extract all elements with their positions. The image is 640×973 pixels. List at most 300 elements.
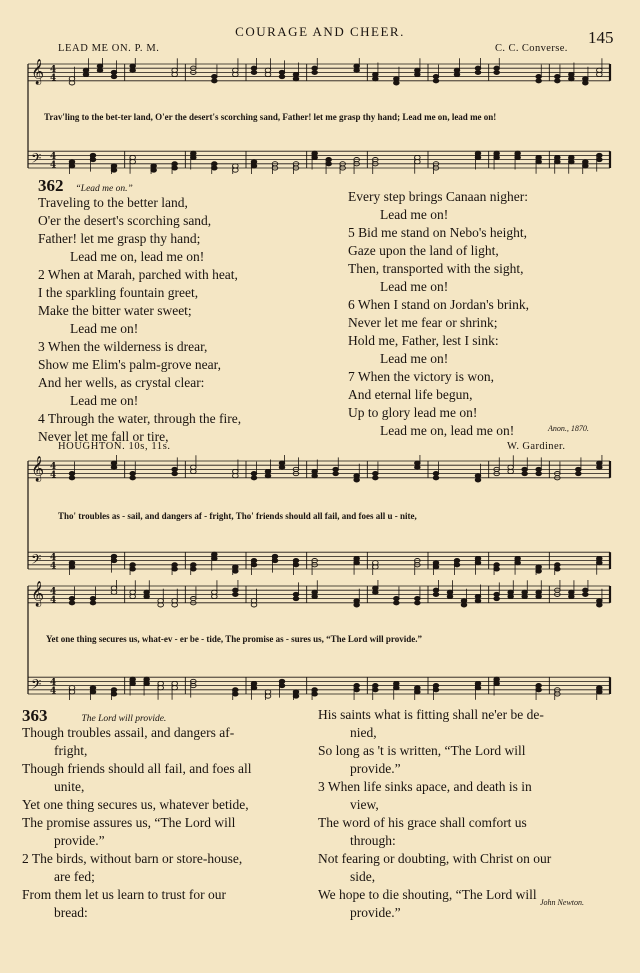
note-head [172, 686, 178, 690]
note-head [415, 160, 421, 164]
note-head [265, 469, 271, 473]
treble-clef: 𝄞 [31, 59, 45, 85]
note-head [373, 476, 379, 480]
note-head [90, 601, 96, 605]
note-head [233, 469, 239, 473]
note-head [191, 465, 197, 469]
note-head [69, 597, 75, 601]
note-head [69, 77, 75, 81]
note-head [326, 162, 332, 166]
page-header-title: COURAGE AND CHEER. [235, 24, 405, 39]
note-head [354, 64, 360, 68]
hymn-362-heading [38, 176, 133, 196]
note-head [569, 77, 575, 81]
verse-line: Lead me on! [380, 207, 449, 222]
note-head [394, 686, 400, 690]
note-head [333, 472, 339, 476]
note-head [233, 474, 239, 478]
note-head [265, 690, 271, 694]
note-head [111, 692, 117, 696]
verse-line: 2 The birds, without barn or store-house, [22, 851, 243, 866]
music-lyrics-363-line-1: Tho' troubles as - sail, and dangers af - fright, Tho' friends should all fail, and foes all u - nite, [58, 511, 417, 521]
note-head [130, 590, 136, 594]
note-head [233, 592, 239, 596]
note-head [312, 155, 318, 159]
note-head [69, 601, 75, 605]
verse-line: bread: [54, 905, 88, 920]
note-head [69, 472, 75, 476]
verse-line: The promise assures us, “The Lord will [22, 815, 236, 830]
note-head [251, 66, 257, 70]
verse-line: His saints what is fitting shall ne'er be de- [318, 707, 544, 722]
verse-line: From them let us learn to trust for our [22, 887, 226, 902]
note-head [522, 590, 528, 594]
note-head [69, 686, 75, 690]
note-head [172, 467, 178, 471]
note-head [475, 474, 481, 478]
note-head [69, 561, 75, 565]
verse-line: 6 When I stand on Jordan's brink, [348, 297, 530, 312]
note-head [293, 559, 299, 563]
hymn-362-column-2 [348, 188, 529, 440]
verse-line: Lead me on! [70, 393, 139, 408]
note-head [111, 164, 117, 168]
note-head [130, 476, 136, 480]
note-head [555, 79, 561, 83]
hymn-363-column-1 [22, 724, 251, 922]
note-head [130, 68, 136, 72]
verse-line: Traveling to the better land, [38, 195, 188, 210]
note-head [265, 72, 271, 76]
verse-line: 5 Bid me stand on Nebo's height, [348, 225, 528, 240]
note-head [130, 594, 136, 598]
note-head [144, 681, 150, 685]
note-head [233, 588, 239, 592]
note-head [515, 561, 521, 565]
note-head [293, 563, 299, 567]
note-head [172, 681, 178, 685]
note-head [172, 599, 178, 603]
hymn-number-362: 362 [38, 176, 64, 195]
tune-name-363: HOUGHTON. 10s, 11s. [58, 441, 171, 452]
note-head [212, 79, 218, 83]
note-head [130, 472, 136, 476]
note-head [279, 465, 285, 469]
note-head [597, 465, 603, 469]
note-head [279, 461, 285, 465]
note-head [312, 590, 318, 594]
verse-line: So long as 't is written, “The Lord will [318, 743, 526, 758]
note-head [515, 155, 521, 159]
note-head [69, 565, 75, 569]
time-signature: 4 [50, 470, 57, 481]
note-head [508, 465, 514, 469]
note-head [312, 692, 318, 696]
note-head [69, 160, 75, 164]
verse-line: Up to glory lead me on! [348, 405, 478, 420]
note-head [251, 559, 257, 563]
note-head [251, 164, 257, 168]
note-head [312, 474, 318, 478]
note-head [475, 686, 481, 690]
note-head [415, 155, 421, 159]
note-head [354, 68, 360, 72]
note-head [158, 599, 164, 603]
note-head [312, 70, 318, 74]
note-head [494, 597, 500, 601]
note-head [130, 160, 136, 164]
note-head [354, 688, 360, 692]
note-head [475, 70, 481, 74]
note-head [475, 155, 481, 159]
verse-line: I the sparkling fountain greet, [38, 285, 199, 300]
note-head [597, 686, 603, 690]
note-head [293, 694, 299, 698]
note-head [251, 70, 257, 74]
note-head [555, 155, 561, 159]
note-head [597, 690, 603, 694]
note-head [597, 153, 603, 157]
verse-line: Gaze upon the land of light, [348, 243, 499, 258]
time-signature: 4 [50, 160, 57, 171]
note-head [251, 686, 257, 690]
note-head [233, 692, 239, 696]
note-head [312, 594, 318, 598]
note-head [354, 603, 360, 607]
note-head [111, 688, 117, 692]
note-head [494, 567, 500, 571]
note-head [272, 559, 278, 563]
note-head [555, 160, 561, 164]
note-head [454, 68, 460, 72]
note-head [475, 556, 481, 560]
verse-line: Show me Elim's palm-grove near, [38, 357, 221, 372]
note-head [494, 677, 500, 681]
bass-clef: 𝄢 [31, 551, 42, 571]
note-head [212, 162, 218, 166]
note-head [447, 594, 453, 598]
note-head [233, 164, 239, 168]
note-head [265, 694, 271, 698]
note-head [373, 561, 379, 565]
verse-line: Lead me on! [70, 321, 139, 336]
verse-line: Hold me, Father, lest I sink: [348, 333, 499, 348]
note-head [90, 597, 96, 601]
note-head [90, 158, 96, 162]
note-head [251, 681, 257, 685]
note-head [433, 79, 439, 83]
note-head [515, 151, 521, 155]
treble-clef: 𝄞 [31, 581, 45, 607]
note-head [144, 594, 150, 598]
verse-line: Though troubles assail, and dangers af- [22, 725, 235, 740]
note-head [433, 592, 439, 596]
note-head [233, 688, 239, 692]
composer-362: C. C. Converse. [495, 43, 568, 54]
note-head [555, 563, 561, 567]
note-head [354, 599, 360, 603]
note-head [494, 151, 500, 155]
note-head [475, 151, 481, 155]
note-head [597, 68, 603, 72]
note-head [373, 472, 379, 476]
verse-line: are fed; [54, 869, 95, 884]
note-head [597, 158, 603, 162]
note-head [415, 461, 421, 465]
verse-line: provide.” [350, 905, 401, 920]
note-head [569, 590, 575, 594]
note-head [475, 599, 481, 603]
note-head [251, 599, 257, 603]
note-head [494, 70, 500, 74]
time-signature: 4 [50, 461, 57, 472]
note-head [111, 70, 117, 74]
note-head [536, 594, 542, 598]
note-head [597, 461, 603, 465]
note-head [394, 81, 400, 85]
note-head [158, 681, 164, 685]
note-head [373, 586, 379, 590]
note-head [251, 563, 257, 567]
hymn-number-363: 363 [22, 706, 48, 725]
note-head [90, 153, 96, 157]
note-head [151, 168, 157, 172]
note-head [475, 681, 481, 685]
note-head [536, 565, 542, 569]
note-head [212, 166, 218, 170]
note-head [144, 677, 150, 681]
note-head [191, 563, 197, 567]
note-head [212, 75, 218, 79]
note-head [130, 563, 136, 567]
note-head [251, 472, 257, 476]
note-head [583, 592, 589, 596]
note-head [111, 168, 117, 172]
verse-line: 7 When the victory is won, [348, 369, 494, 384]
verse-line: Not fearing or doubting, with Christ on our [318, 851, 552, 866]
music-lyrics-363-line-2: Yet one thing secures us, what-ev - er be - tide, The promise as - sures us, “The Lord will provide.” [46, 634, 423, 644]
note-head [415, 72, 421, 76]
note-head [494, 155, 500, 159]
note-head [597, 599, 603, 603]
time-signature: 4 [50, 64, 57, 75]
note-head [111, 465, 117, 469]
note-head [172, 166, 178, 170]
note-head [172, 472, 178, 476]
note-head [265, 68, 271, 72]
note-head [233, 565, 239, 569]
note-head [536, 569, 542, 573]
hymn-363-column-2 [318, 706, 551, 922]
note-head [172, 68, 178, 72]
note-head [597, 556, 603, 560]
note-head [494, 592, 500, 596]
note-head [312, 688, 318, 692]
verse-line: Then, transported with the sight, [348, 261, 524, 276]
note-head [233, 569, 239, 573]
note-head [191, 151, 197, 155]
note-head [111, 586, 117, 590]
note-head [90, 686, 96, 690]
verse-line: through: [350, 833, 396, 848]
note-head [394, 597, 400, 601]
attribution-363: John Newton. [540, 898, 584, 907]
note-head [433, 476, 439, 480]
note-head [373, 77, 379, 81]
time-signature: 4 [50, 73, 57, 84]
treble-clef: 𝄞 [31, 456, 45, 482]
verse-line: 3 When the wilderness is drear, [38, 339, 208, 354]
note-head [433, 588, 439, 592]
verse-line: Make the bitter water sweet; [38, 303, 192, 318]
note-head [233, 72, 239, 76]
note-head [597, 561, 603, 565]
note-head [597, 72, 603, 76]
note-head [494, 563, 500, 567]
note-head [454, 72, 460, 76]
verse-line: 2 When at Marah, parched with heat, [38, 267, 238, 282]
note-head [312, 66, 318, 70]
composer-363: W. Gardiner. [507, 441, 566, 452]
verse-line: Father! let me grasp thy hand; [38, 231, 201, 246]
note-head [233, 68, 239, 72]
note-head [172, 72, 178, 76]
verse-line: The word of his grace shall comfort us [318, 815, 527, 830]
note-head [515, 556, 521, 560]
note-head [111, 75, 117, 79]
note-head [475, 594, 481, 598]
note-head [415, 597, 421, 601]
note-head [536, 155, 542, 159]
note-head [354, 556, 360, 560]
tune-name-362: LEAD ME ON. P. M. [58, 43, 160, 54]
verse-line: Every step brings Canaan nigher: [348, 189, 528, 204]
note-head [83, 72, 89, 76]
note-head [569, 594, 575, 598]
note-head [293, 72, 299, 76]
note-head [373, 565, 379, 569]
note-head [293, 592, 299, 596]
note-head [394, 601, 400, 605]
note-head [536, 467, 542, 471]
note-head [475, 478, 481, 482]
note-head [144, 590, 150, 594]
note-head [447, 590, 453, 594]
time-signature: 4 [50, 553, 57, 564]
note-head [569, 155, 575, 159]
note-head [251, 160, 257, 164]
note-head [69, 164, 75, 168]
note-head [69, 690, 75, 694]
note-head [172, 567, 178, 571]
verse-line: 3 When life sinks apace, and death is in [318, 779, 532, 794]
verse-line: Never let me fall or tire, [38, 429, 169, 444]
note-head [536, 590, 542, 594]
note-head [233, 168, 239, 172]
verse-line: Yet one thing secures us, whatever betide, [22, 797, 249, 812]
verse-line: side, [350, 869, 376, 884]
note-head [251, 476, 257, 480]
note-head [158, 603, 164, 607]
time-signature: 4 [50, 152, 57, 163]
note-head [536, 79, 542, 83]
note-head [191, 567, 197, 571]
note-head [583, 588, 589, 592]
time-signature: 4 [50, 561, 57, 572]
note-head [508, 469, 514, 473]
time-signature: 4 [50, 686, 57, 697]
note-head [130, 677, 136, 681]
hymn-363-heading [22, 706, 166, 726]
note-head [172, 603, 178, 607]
note-head [326, 158, 332, 162]
note-head [373, 72, 379, 76]
note-head [454, 559, 460, 563]
hymn-subtitle-362: “Lead me on.” [75, 184, 133, 194]
note-head [415, 601, 421, 605]
verse-line: 4 Through the water, through the fire, [38, 411, 242, 426]
bass-clef: 𝄢 [31, 150, 42, 170]
note-head [433, 688, 439, 692]
note-head [536, 684, 542, 688]
note-head [354, 478, 360, 482]
note-head [415, 68, 421, 72]
note-head [212, 594, 218, 598]
note-head [90, 690, 96, 694]
note-head [576, 467, 582, 471]
note-head [494, 681, 500, 685]
note-head [555, 75, 561, 79]
note-head [279, 684, 285, 688]
note-head [433, 75, 439, 79]
note-head [111, 590, 117, 594]
verse-line: Lead me on! [380, 351, 449, 366]
note-head [172, 563, 178, 567]
verse-line: Lead me on, lead me on! [70, 249, 205, 264]
note-head [354, 684, 360, 688]
note-head [130, 64, 136, 68]
note-head [279, 70, 285, 74]
verse-line: nied, [350, 725, 377, 740]
note-head [111, 461, 117, 465]
note-head [212, 556, 218, 560]
hymn-subtitle-363: The Lord will provide. [81, 714, 167, 724]
verse-line: We hope to die shouting, “The Lord will [318, 887, 537, 902]
note-head [583, 81, 589, 85]
note-head [293, 77, 299, 81]
note-head [130, 567, 136, 571]
note-head [433, 565, 439, 569]
note-head [373, 590, 379, 594]
note-head [373, 684, 379, 688]
note-head [522, 467, 528, 471]
note-head [293, 597, 299, 601]
note-head [454, 563, 460, 567]
note-head [130, 681, 136, 685]
note-head [522, 472, 528, 476]
note-head [97, 68, 103, 72]
note-head [461, 603, 467, 607]
verse-line: Never let me fear or shrink; [348, 315, 498, 330]
verse-line: And eternal life begun, [348, 387, 473, 402]
note-head [415, 686, 421, 690]
note-head [69, 81, 75, 85]
note-head [583, 77, 589, 81]
attribution-362: Anon., 1870. [548, 424, 589, 433]
verse-line: fright, [54, 743, 88, 758]
note-head [212, 590, 218, 594]
note-head [373, 688, 379, 692]
